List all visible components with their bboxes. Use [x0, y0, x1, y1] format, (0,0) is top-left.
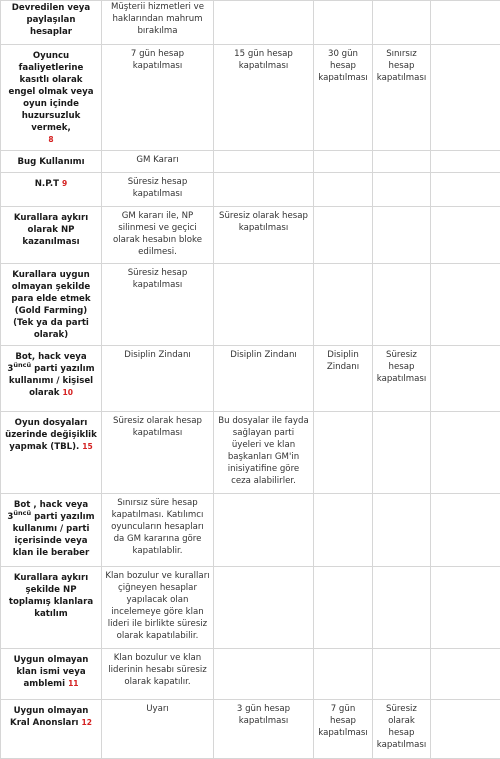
violation-label: N.P.T 9: [1, 173, 102, 207]
penalty-cell: [373, 264, 431, 346]
empty-cell: [431, 151, 500, 173]
empty-cell: [431, 264, 500, 346]
violation-label: Oyuncu faaliyetlerine kasıtlı olarak engel olmak veya oyun içinde huzursuzluk vermek, 8: [1, 45, 102, 151]
penalty-cell: [314, 264, 373, 346]
penalty-cell: [214, 151, 314, 173]
empty-cell: [431, 567, 500, 649]
penalty-cell: Müşterii hizmetleri ve haklarından mahrum bırakılma: [102, 1, 214, 45]
penalty-cell: [373, 173, 431, 207]
penalty-cell: Süresiz hesap kapatılması: [102, 173, 214, 207]
penalty-cell: [214, 264, 314, 346]
penalty-cell: [214, 494, 314, 567]
penalty-cell: Uyarı: [102, 700, 214, 759]
violation-label: Uygun olmayan Kral Anonsları 12: [1, 700, 102, 759]
penalty-cell: GM Kararı: [102, 151, 214, 173]
footnote-ref[interactable]: 15: [82, 442, 92, 451]
penalty-cell: [373, 649, 431, 700]
table-row: [1, 264, 500, 346]
footnote-ref[interactable]: 10: [62, 388, 72, 397]
table-row: [1, 207, 500, 264]
penalty-cell: Süresiz hesap kapatılması: [373, 346, 431, 412]
penalty-cell: Disiplin Zindanı: [214, 346, 314, 412]
penalty-cell: [373, 412, 431, 494]
table-row: [1, 494, 500, 567]
penalty-cell: [214, 173, 314, 207]
footnote-ref[interactable]: 8: [48, 135, 53, 144]
penalty-cell: Disiplin Zindanı: [314, 346, 373, 412]
empty-cell: [431, 45, 500, 151]
empty-cell: [431, 494, 500, 567]
table-row: [1, 567, 500, 649]
violation-label: Uygun olmayan klan ismi veya amblemi 11: [1, 649, 102, 700]
penalty-cell: Sınırsız süre hesap kapatılması. Katılımcı oyuncuların hesapları da GM kararına göre kapatılablir.: [102, 494, 214, 567]
empty-cell: [431, 1, 500, 45]
penalty-cell: [314, 173, 373, 207]
empty-cell: [431, 700, 500, 759]
violation-label: Bot, hack veya $3^{üncü}$ parti yazılım kullanımı / kişisel olarak 10: [1, 346, 102, 412]
penalty-cell: Süresiz hesap kapatılması: [102, 264, 214, 346]
violation-label: Kurallara aykırı şekilde NP toplamış klanlara katılım: [1, 567, 102, 649]
penalty-cell: [373, 1, 431, 45]
table-row: [1, 45, 500, 151]
violation-label: Bug Kullanımı: [1, 151, 102, 173]
penalty-cell: 7 gün hesap kapatılması: [314, 700, 373, 759]
empty-cell: [431, 412, 500, 494]
penalty-cell: 7 gün hesap kapatılması: [102, 45, 214, 151]
empty-cell: [431, 346, 500, 412]
footnote-ref[interactable]: 9: [62, 179, 67, 188]
penalty-cell: [314, 649, 373, 700]
footnote-ref[interactable]: 11: [68, 679, 78, 688]
penalty-cell: [373, 151, 431, 173]
penalty-cell: [373, 567, 431, 649]
table-row: [1, 700, 500, 759]
penalty-cell: [314, 412, 373, 494]
penalty-cell: Süresiz olarak hesap kapatılması: [214, 207, 314, 264]
penalty-cell: GM kararı ile, NP silinmesi ve geçici olarak hesabın bloke edilmesi.: [102, 207, 214, 264]
penalty-cell: Süresiz olarak hesap kapatılması: [373, 700, 431, 759]
penalty-cell: [314, 1, 373, 45]
empty-cell: [431, 173, 500, 207]
penalty-cell: Disiplin Zindanı: [102, 346, 214, 412]
penalty-cell: [314, 494, 373, 567]
table-row: [1, 649, 500, 700]
penalty-cell: [314, 207, 373, 264]
penalty-cell: [314, 151, 373, 173]
violation-label: Devredilen veya paylaşılan hesaplar: [1, 1, 102, 45]
table-row: [1, 173, 500, 207]
penalty-cell: 3 gün hesap kapatılması: [214, 700, 314, 759]
penalty-cell: 30 gün hesap kapatılması: [314, 45, 373, 151]
penalty-cell: [214, 567, 314, 649]
table-row: [1, 1, 500, 45]
penalty-cell: 15 gün hesap kapatılması: [214, 45, 314, 151]
penalty-cell: Sınırsız hesap kapatılması: [373, 45, 431, 151]
violation-label: Kurallara aykırı olarak NP kazanılması: [1, 207, 102, 264]
penalty-cell: Bu dosyalar ile fayda sağlayan parti üyeleri ve klan başkanları GM'in inisiyatifine göre ceza alabilirler.: [214, 412, 314, 494]
empty-cell: [431, 649, 500, 700]
table-row: [1, 151, 500, 173]
penalty-cell: Süresiz olarak hesap kapatılması: [102, 412, 214, 494]
penalty-cell: Klan bozulur ve kuralları çiğneyen hesaplar yapılacak olan incelemeye göre klan lideri ile birlikte süresiz olarak kapatılabilir.: [102, 567, 214, 649]
penalty-cell: Klan bozulur ve klan liderinin hesabı süresiz olarak kapatılır.: [102, 649, 214, 700]
penalty-cell: [314, 567, 373, 649]
footnote-ref[interactable]: 12: [82, 718, 92, 727]
violation-label: Oyun dosyaları üzerinde değişiklik yapmak (TBL). 15: [1, 412, 102, 494]
table-row: [1, 412, 500, 494]
empty-cell: [431, 207, 500, 264]
penalty-cell: [373, 494, 431, 567]
penalty-cell: [373, 207, 431, 264]
penalty-cell: [214, 1, 314, 45]
table-row: [1, 346, 500, 412]
violation-label: Kurallara uygun olmayan şekilde para elde etmek (Gold Farming) (Tek ya da parti olarak): [1, 264, 102, 346]
penalty-cell: [214, 649, 314, 700]
violation-label: Bot , hack veya $3^{üncü}$ parti yazılım kullanımı / parti içerisinde veya klan ile beraber: [1, 494, 102, 567]
